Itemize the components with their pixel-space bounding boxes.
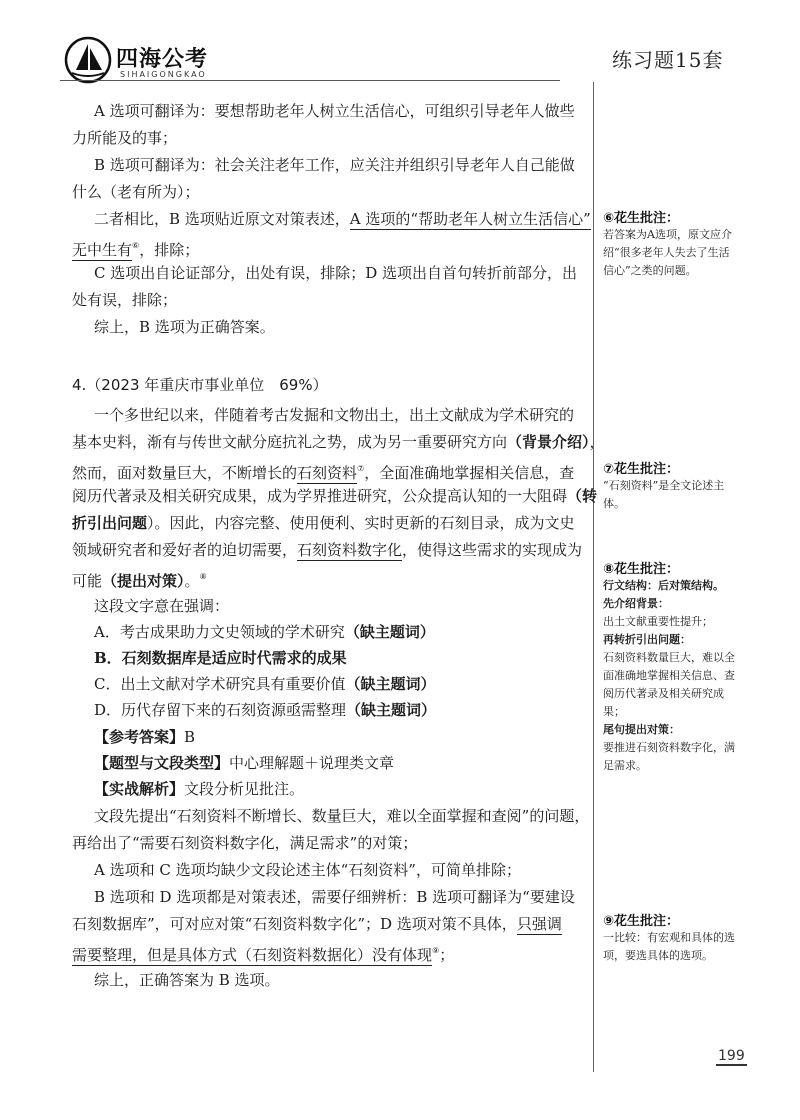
analysis-text: 文段先提出“石刻资料不断增长、数量巨大，难以全面掌握和查阅”的问题， — [94, 807, 590, 825]
header-divider — [60, 80, 560, 81]
note-line: 项，要选具体的选项。 — [603, 949, 713, 962]
passage-line — [72, 430, 605, 454]
text-span: ，排除； — [139, 241, 200, 259]
underlined-phrase: 无中生有 — [72, 241, 133, 259]
analysis-key: 【实战解析】 — [94, 780, 185, 798]
option-label: C．出土文献对学术研究具有重要价值 — [94, 675, 346, 693]
text-span: 可能 — [72, 572, 103, 590]
text-span: 。 — [184, 572, 200, 590]
underlined-phrase: 需要整理，但是具体方式（石刻资料数据化）没有体现 — [72, 946, 433, 964]
passage-line — [72, 538, 582, 562]
logo-name: 四海公考 — [116, 47, 209, 72]
underlined-phrase: 石刻资料数字化 — [297, 541, 403, 559]
note-line: 石刻资料数量巨大，难以全 — [603, 651, 735, 664]
underlined-phrase: 只强调 — [516, 915, 562, 933]
note-line: 绍“很多老年人失去了生活 — [603, 246, 730, 259]
note-line: 先介绍背景： — [603, 597, 669, 610]
text-span: ，全面准确地掌握相关信息，查 — [364, 464, 575, 482]
option-label: A．考古成果助力文史领域的学术研究 — [94, 623, 345, 641]
annotation-mark: ⑨ — [432, 946, 440, 955]
option-b — [94, 646, 347, 670]
annotation-mark: ⑧ — [199, 572, 207, 581]
option-tag: （缺主题词） — [346, 701, 437, 719]
analysis-text — [72, 939, 454, 967]
note-line: 阅历代著录及相关研究成 — [603, 687, 724, 700]
text-line — [72, 234, 199, 262]
note-title: ⑧花生批注： — [603, 562, 680, 577]
note-line: 再转折引出问题： — [603, 633, 691, 646]
text-span: 领域研究者和爱好者的迫切需要， — [72, 541, 298, 559]
passage-line — [72, 457, 574, 485]
analysis-text: A 选项和 C 选项均缺少文段论述主体“石刻资料”，可简单排除； — [94, 861, 521, 879]
note-line: 尾句提出对策： — [603, 723, 680, 736]
text-line: 综上，B 选项为正确答案。 — [94, 318, 275, 336]
underlined-phrase: A 选项的“帮助老年人树立生活信心” — [349, 210, 591, 228]
note-line: 出土文献重要性提升； — [603, 615, 713, 628]
option-label: D．历代存留下来的石刻资源亟需整理 — [94, 701, 347, 719]
annotation-mark: ⑦ — [357, 464, 365, 473]
margin-note-9 — [603, 910, 783, 965]
text-line: A 选项可翻译为：要想帮助老年人树立生活信心，可组织引导老年人做些 — [94, 102, 575, 120]
question-heading: 4.（2023 年重庆市事业单位 69%） — [72, 376, 328, 394]
option-a — [94, 620, 435, 644]
option-tag: （缺主题词） — [344, 623, 435, 641]
analysis-text: B 选项和 D 选项都是对策表述，需要仔细辨析：B 选项可翻译为“要建设 — [94, 888, 575, 906]
note-line: 体。 — [603, 497, 625, 510]
summary-line: 综上，正确答案为 B 选项。 — [94, 971, 280, 989]
analysis-text: 再给出了“需要石刻资料数字化，满足需求”的对策； — [72, 834, 418, 852]
passage-line — [72, 484, 597, 508]
text-line: C 选项出自论证部分，出处有误，排除；D 选项出自首句转折前部分，出 — [94, 264, 578, 282]
structure-tag: （提出对策） — [102, 572, 185, 590]
text-span: ）。因此，内容完整、使用便利、实时更新的石刻目录，成为文史 — [147, 514, 575, 532]
text-span: 基本史料，渐有与传世文献分庭抗礼之势，成为另一重要研究方向 — [72, 433, 508, 451]
analysis-line — [94, 777, 304, 801]
answer-line — [94, 725, 195, 749]
text-span: ， — [589, 433, 605, 451]
publisher-logo — [64, 36, 254, 86]
note-line: 面准确地掌握相关信息、查 — [603, 669, 735, 682]
annotation-mark: ⑥ — [132, 241, 140, 250]
text-line: 什么（老有所为）； — [72, 183, 200, 201]
note-line: 果； — [603, 705, 625, 718]
text-span: 石刻数据库”，可对应对策“石刻资料数字化”；D 选项对策不具体， — [72, 915, 517, 933]
type-line — [94, 751, 394, 775]
analysis-value: 文段分析见批注。 — [184, 780, 305, 798]
note-line: 信心”之类的问题。 — [603, 264, 697, 277]
type-value: 中心理解题＋说理类文章 — [229, 754, 395, 772]
answer-key: 【参考答案】 — [94, 728, 185, 746]
structure-tag: （背景介绍） — [507, 433, 590, 451]
note-title: ⑨花生批注： — [603, 914, 680, 929]
sailboat-logo-icon — [64, 36, 112, 84]
page-number: 199 — [718, 1048, 745, 1064]
text-line: 力所能及的事； — [72, 129, 178, 147]
text-line: 处有误，排除； — [72, 291, 178, 309]
note-line: 若答案为A选项，原文应介 — [603, 228, 732, 241]
note-title: ⑥花生批注： — [603, 211, 680, 226]
note-title: ⑦花生批注： — [603, 462, 680, 477]
margin-divider — [593, 82, 594, 1072]
structure-tag: （转 — [567, 487, 598, 505]
passage-line: 一个多世纪以来，伴随着考古发掘和文物出土，出土文献成为学术研究的 — [94, 406, 575, 424]
note-line: “石刻资料”是全文论述主 — [603, 479, 725, 492]
logo-subtitle: SIHAIGONGKAO — [120, 70, 207, 79]
margin-note-8 — [603, 558, 783, 775]
text-span: 阅历代著录及相关研究成果，成为学界推进研究，公众提高认知的一大阻碍 — [72, 487, 568, 505]
text-span: ，使得这些需求的实现成为 — [402, 541, 583, 559]
option-tag: （缺主题词） — [345, 675, 436, 693]
note-line: 行文结构：后对策结构。 — [603, 579, 724, 592]
text-line: B 选项可翻译为：社会关注老年工作，应关注并组织引导老年人自己能做 — [94, 156, 575, 174]
text-line — [94, 207, 591, 231]
passage-line — [72, 511, 575, 535]
text-span: ； — [439, 946, 455, 964]
option-label: B．石刻数据库是适应时代需求的成果 — [94, 649, 347, 667]
margin-note-6 — [603, 207, 783, 280]
passage-line — [72, 565, 207, 593]
answer-value: B — [184, 728, 196, 746]
question-prompt: 这段文字意在强调： — [94, 597, 230, 615]
text-span: 二者相比，B 选项贴近原文对策表述， — [94, 210, 350, 228]
structure-tag: 折引出问题 — [72, 514, 148, 532]
note-line: 足需求。 — [603, 759, 647, 772]
text-span: 然而，面对数量巨大，不断增长的 — [72, 464, 298, 482]
type-key: 【题型与文段类型】 — [94, 754, 230, 772]
note-line: 一比较：有宏观和具体的选 — [603, 931, 735, 944]
margin-note-7 — [603, 458, 783, 513]
book-title: 练习题15套 — [612, 48, 724, 72]
underlined-phrase: 石刻资料 — [297, 464, 358, 482]
option-c — [94, 672, 436, 696]
analysis-text — [72, 912, 562, 936]
option-d — [94, 698, 436, 722]
note-line: 要推进石刻资料数字化，满 — [603, 741, 735, 754]
